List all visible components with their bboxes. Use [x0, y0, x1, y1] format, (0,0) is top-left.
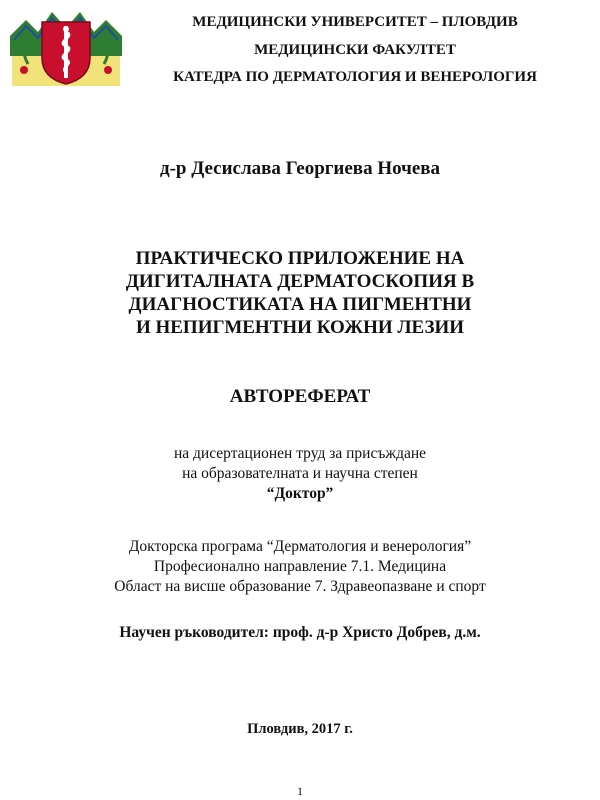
title-line: ДИАГНОСТИКАТА НА ПИГМЕНТНИ: [128, 294, 472, 315]
document-type: АВТОРЕФЕРАТ: [229, 386, 371, 407]
degree-name: “Доктор”: [266, 485, 334, 502]
program-info: [0, 537, 600, 597]
department-name: КАТЕДРА ПО ДЕРМАТОЛОГИЯ И ВЕНЕРОЛОГИЯ: [173, 69, 537, 85]
supervisor: Научен ръководител: проф. д-р Христо Добрев, д.м.: [119, 624, 481, 641]
faculty-name: МЕДИЦИНСКИ ФАКУЛТЕТ: [254, 42, 456, 58]
university-crest-icon: [8, 6, 124, 88]
program-line: Професионално направление 7.1. Медицина: [153, 558, 447, 575]
author-name: д-р Десислава Георгиева Ночева: [159, 158, 441, 179]
description-line: на дисертационен труд за присъждане: [173, 445, 427, 462]
university-name: МЕДИЦИНСКИ УНИВЕРСИТЕТ – ПЛОВДИВ: [192, 14, 518, 30]
title-line: ПРАКТИЧЕСКО ПРИЛОЖЕНИЕ НА: [135, 248, 465, 269]
program-line: Докторска програма “Дерматология и венерология”: [128, 538, 472, 555]
degree-description: [0, 444, 600, 504]
dissertation-title: [0, 247, 600, 339]
place-and-year: Пловдив, 2017 г.: [247, 721, 353, 737]
description-line: на образователната и научна степен: [182, 465, 418, 482]
title-line: ДИГИТАЛНАТА ДЕРМАТОСКОПИЯ В: [125, 271, 475, 292]
program-line: Област на висше образование 7. Здравеопазване и спорт: [114, 578, 486, 595]
page-number: 1: [297, 784, 303, 798]
title-line: И НЕПИГМЕНТНИ КОЖНИ ЛЕЗИИ: [135, 317, 465, 338]
